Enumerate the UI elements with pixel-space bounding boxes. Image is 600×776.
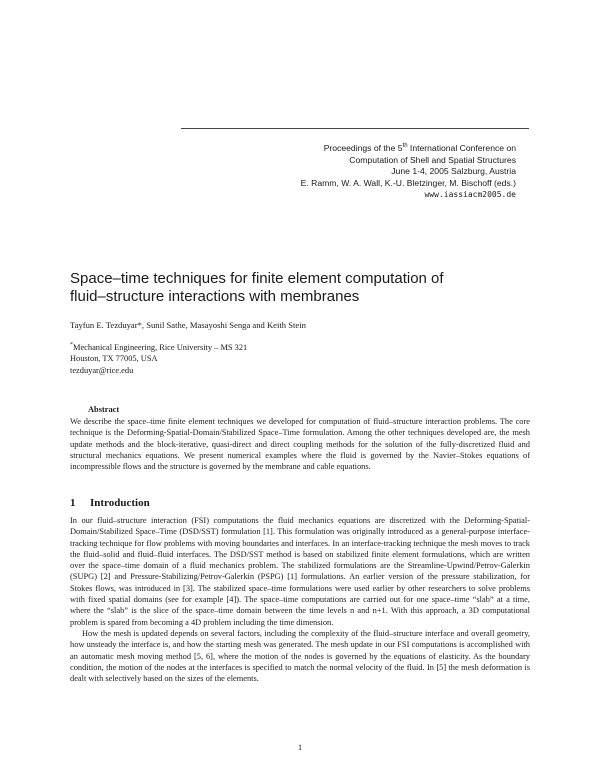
abstract-text: We describe the space–time finite element techniques we developed for computation of fluid–structure interaction problems. The core technique is the Deforming-Spatial-Domain/Stabilized Space–Time formulation. Among the other techniques developed are, the mesh update methods and the block-iterative, quasi-direct and direct coupling methods for the solution of the fully-discretized fluid and structural mechanics equations. We present numerical examples where the fluid is governed by the Navier–Stokes equations of incompressible flows and the structure is governed by the membrane and cable equations.: [70, 417, 530, 472]
proceedings-editors: E. Ramm, W. A. Wall, K.-U. Bletzinger, M. Bischoff (eds.): [300, 177, 516, 188]
section-number: 1: [70, 497, 76, 509]
proceedings-line-2: Computation of Shell and Spatial Structures: [349, 154, 516, 165]
paragraph-1: In our fluid–structure interaction (FSI) computations the fluid mechanics equations are discretized with the Deforming-Spatial-Domain/Stabilized Space–Time (DSD/SST) formulation [1]. This formulation was originally introduced as a general-purpose interface-tracking technique for flow problems with moving boundaries and interfaces. In an interface-tracking technique the mesh moves to track the fluid–solid and fluid–fluid interfaces. The DSD/SST method is based on stabilized finite element formulations, which are written over the space–time domain of a fluid mechanics problem. The stabilized formulations are the Streamline-Upwind/Petrov-Galerkin (SUPG) [2] and Pressure-Stabilizing/Petrov-Galerkin (PSPG) [1] formulations. An earlier version of the pressure stabilization, for Stokes flows, was introduced in [3]. The stabilized space–time formulations were used earlier by other researchers to solve problems with fixed spatial domains (see for example [4]). The space–time computations are carried out for one space–time “slab” at a time, where the “slab” is the slice of the space–time domain between the time levels n and n+1. With this approach, a 3D computational problem is spared from becoming a 4D problem including the time dimension.: [70, 516, 530, 627]
proceedings-line-1: Proceedings of the 5th International Conference on: [323, 143, 516, 153]
affiliation-line-2: Houston, TX 77005, USA: [70, 354, 158, 364]
authors: Tayfun E. Tezduyar*, Sunil Sathe, Masayoshi Senga and Keith Stein: [70, 320, 306, 330]
section-title: Introduction: [90, 497, 150, 509]
title-line-2: fluid–structure interactions with membranes: [70, 288, 360, 305]
page-number: 1: [297, 742, 303, 752]
section-body: [70, 515, 530, 684]
proceedings-line-3: June 1-4, 2005 Salzburg, Austria: [391, 166, 516, 177]
header-rule: [181, 128, 529, 129]
affiliation: [70, 342, 247, 376]
abstract-heading: Abstract: [88, 405, 120, 414]
paper-title: [70, 270, 540, 306]
title-line-1: Space–time techniques for finite element computation of: [70, 270, 444, 287]
paragraph-2: How the mesh is updated depends on several factors, including the complexity of the fluid–structure interface and overall geometry, how unsteady the interface is, and how the starting mesh was generated. The mesh update in our FSI computations is accomplished with an automatic mesh moving method [5, 6], where the motion of the nodes is governed by the equations of elasticity. As the boundary condition, the motion of the nodes at the interfaces is specified to match the normal velocity of the fluid. In [5] the mesh deformation is dealt with selectively based on the sizes of the elements.: [70, 628, 530, 684]
section-heading: [70, 497, 150, 509]
affiliation-line-1: *Mechanical Engineering, Rice University – MS 321: [70, 342, 248, 352]
proceedings-url: www.iassiacm2005.de: [424, 190, 516, 200]
proceedings-header: [196, 143, 516, 201]
affiliation-email: tezduyar@rice.edu: [70, 365, 134, 375]
